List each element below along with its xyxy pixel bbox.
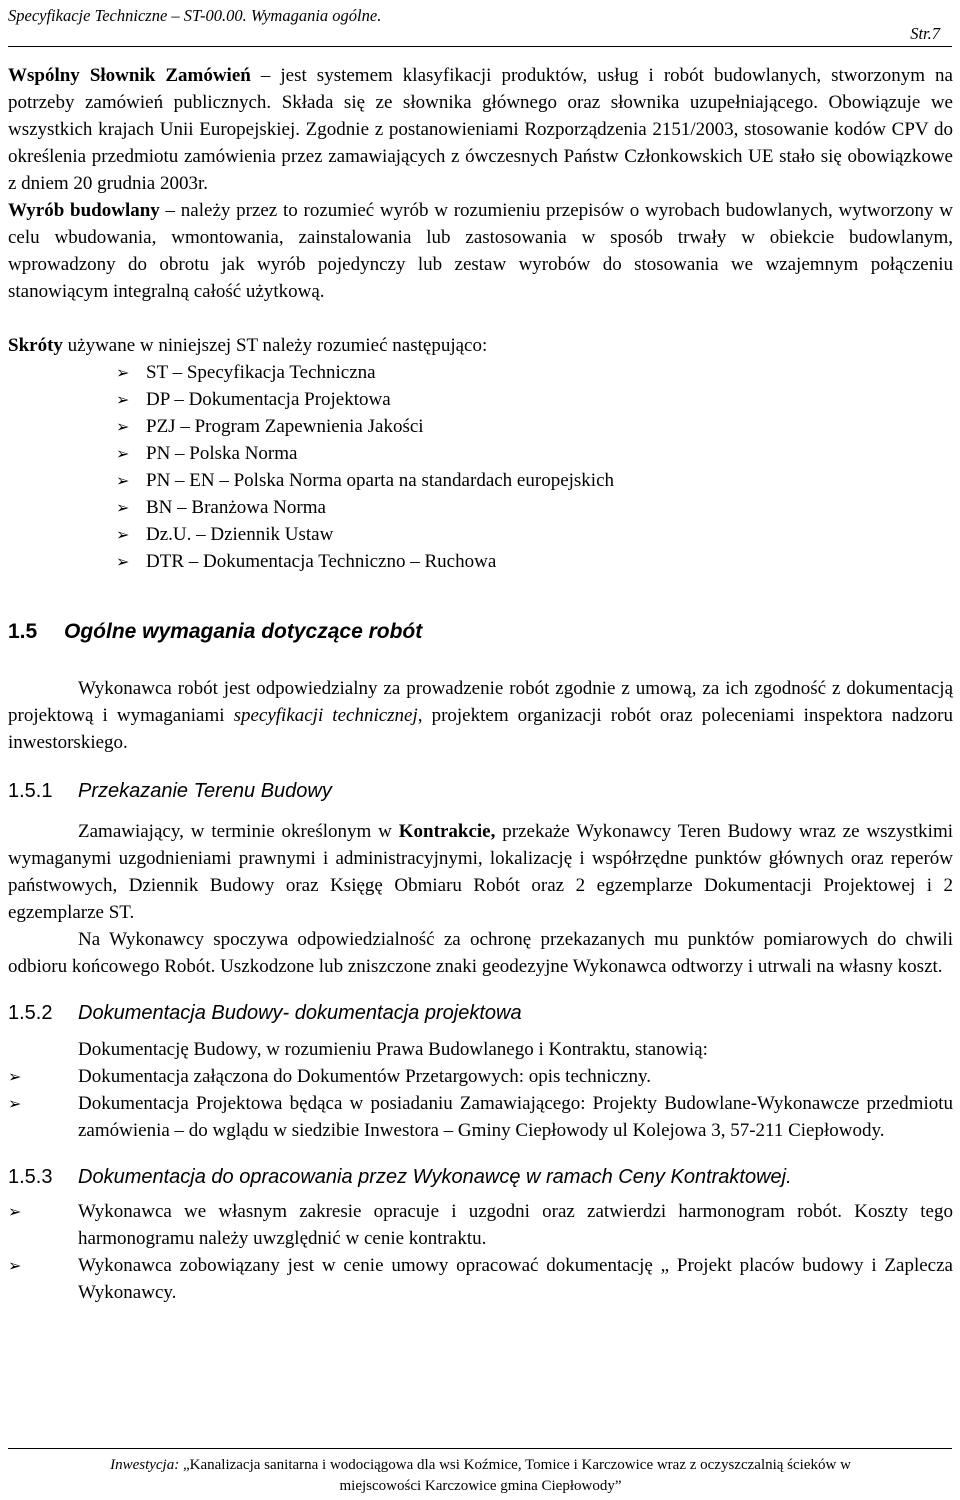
header-divider (8, 46, 952, 47)
page-header (0, 0, 960, 50)
arrow-bullet-icon: ➢ (116, 417, 130, 436)
list-item: ➢ PN – EN – Polska Norma oparta na standardach europejskich (116, 467, 953, 494)
section-title: Dokumentacja Budowy- dokumentacja projektowa (78, 1002, 522, 1024)
section-number: 1.5.3 (8, 1166, 53, 1188)
list-item: ➢ Dokumentacja Projektowa będąca w posiadaniu Zamawiającego: Projekty Budowlane-Wykonawcze przedmiotu zamówienia – do wglądu w siedzibie Inwestora – Gminy Ciepłowody ul Kolejowa 3, 57-211 Ciepłowody. (8, 1090, 953, 1144)
arrow-bullet-icon: ➢ (8, 1202, 22, 1221)
arrow-bullet-icon: ➢ (8, 1094, 22, 1113)
paragraph-1-5: Wykonawca robót jest odpowiedzialny za prowadzenie robót zgodnie z umową, za ich zgodność z dokumentacją projektową i wymaganiami specyfikacji technicznej, projektem organizacji robót oraz poleceniami inspektora nadzoru inwestorskiego. (8, 678, 953, 753)
section-number: 1.5 (8, 620, 38, 643)
abbreviations-list (8, 359, 953, 575)
section-title: Przekazanie Terenu Budowy (78, 780, 332, 802)
section-heading-1-5-1 (8, 778, 953, 804)
arrow-bullet-icon: ➢ (8, 1256, 22, 1275)
section-heading-1-5-3 (8, 1164, 953, 1190)
definition-wsz (8, 62, 953, 197)
abbreviations-intro (8, 332, 953, 359)
arrow-bullet-icon: ➢ (116, 471, 130, 490)
paragraph-1-5-1-b: Na Wykonawcy spoczywa odpowiedzialność za ochronę przekazanych mu punktów pomiarowych do chwili odbioru końcowego Robót. Uszkodzone lub zniszczone znaki geodezyjne Wykonawca odtworzy i utrwali na własny koszt. (8, 929, 953, 977)
section-title: Dokumentacja do opracowania przez Wykonawcę w ramach Ceny Kontraktowej. (78, 1166, 792, 1188)
arrow-bullet-icon: ➢ (116, 525, 130, 544)
page-number: Str.7 (910, 24, 940, 43)
page-footer (8, 1455, 953, 1497)
arrow-bullet-icon: ➢ (116, 444, 130, 463)
footer-text-line2: miejscowości Karczowice gmina Ciepłowody” (339, 1478, 622, 1494)
arrow-bullet-icon: ➢ (116, 363, 130, 382)
list-item: ➢ DP – Dokumentacja Projektowa (116, 386, 953, 413)
definition-term: Wspólny Słownik Zamówień (8, 65, 251, 86)
list-item: ➢ Dz.U. – Dziennik Ustaw (116, 521, 953, 548)
paragraph-1-5-2-intro: Dokumentację Budowy, w rozumieniu Prawa Budowlanego i Kontraktu, stanowią: (78, 1039, 708, 1060)
footer-text-line1: „Kanalizacja sanitarna i wodociągowa dla wsi Koźmice, Tomice i Karczowice wraz z oczyszczalnią ścieków w (179, 1457, 851, 1473)
header-title: Specyfikacje Techniczne – ST-00.00. Wymagania ogólne. (8, 6, 382, 25)
list-item: ➢ BN – Branżowa Norma (116, 494, 953, 521)
list-item: ➢ Dokumentacja załączona do Dokumentów Przetargowych: opis techniczny. (8, 1063, 953, 1090)
definition-term: Wyrób budowlany (8, 200, 160, 221)
definition-wyrob (8, 197, 953, 305)
section-number: 1.5.1 (8, 780, 53, 802)
list-item: ➢ PN – Polska Norma (116, 440, 953, 467)
arrow-bullet-icon: ➢ (116, 552, 130, 571)
list-item: ➢ ST – Specyfikacja Techniczna (116, 359, 953, 386)
paragraph-1-5-1-a: Zamawiający, w terminie określonym w Kontrakcie, przekaże Wykonawcy Teren Budowy wraz ze wszystkimi wymaganymi uzgodnieniami prawnymi i administracyjnymi, lokalizację i współrzędne punktów głównych oraz reperów państwowych, Dziennik Budowy oraz Księgę Obmiaru Robót oraz 2 egzemplarze Dokumentacji Projektowej i 2 egzemplarze ST. (8, 821, 954, 923)
footer-divider (8, 1448, 952, 1449)
arrow-bullet-icon: ➢ (116, 390, 130, 409)
section-title: Ogólne wymagania dotyczące robót (64, 620, 423, 643)
abbreviations-text: używane w niniejszej ST należy rozumieć następująco: (62, 335, 488, 356)
definition-text: – jest systemem klasyfikacji produktów, usług i robót budowlanych, stworzonym na potrzeby zamówień publicznych. Składa się ze słownika głównego oraz słownika uzupełniającego. Obowiązuje we wszystkich krajach Unii Europejskiej. Zgodnie z postanowieniami Rozporządzenia 2151/2003, stosowanie kodów CPV do określenia przedmiotu zamówienia przez zamawiających z ówczesnych Państw Członkowskich UE stało się obowiązkowe z dniem 20 grudnia 2003r. (8, 65, 953, 194)
arrow-bullet-icon: ➢ (116, 498, 130, 517)
documentation-list (8, 1063, 953, 1144)
footer-label: Inwestycja: (110, 1457, 180, 1473)
section-heading-1-5-2 (8, 1000, 953, 1026)
abbreviations-term: Skróty (8, 335, 63, 356)
list-item: ➢ PZJ – Program Zapewnienia Jakości (116, 413, 953, 440)
section-heading-1-5 (8, 619, 953, 645)
section-number: 1.5.2 (8, 1002, 53, 1024)
definition-text: – należy przez to rozumieć wyrób w rozumieniu przepisów o wyrobach budowlanych, wytworzony w celu wbudowania, wmontowania, zainstalowania lub zastosowania w sposób trwały w obiekcie budowlanym, wprowadzony do obrotu jak wyrób pojedynczy lub zestaw wyrobów do stosowania we wzajemnym połączeniu stanowiącym integralną całość użytkową. (8, 200, 953, 302)
list-item: ➢ DTR – Dokumentacja Techniczno – Ruchowa (116, 548, 953, 575)
list-item: ➢ Wykonawca we własnym zakresie opracuje i uzgodni oraz zatwierdzi harmonogram robót. Koszty tego harmonogramu należy uwzględnić w cenie kontraktu. (8, 1198, 953, 1252)
arrow-bullet-icon: ➢ (8, 1067, 22, 1086)
contractor-documentation-list (8, 1198, 953, 1306)
list-item: ➢ Wykonawca zobowiązany jest w cenie umowy opracować dokumentację „ Projekt placów budowy i Zaplecza Wykonawcy. (8, 1252, 953, 1306)
document-body (8, 62, 953, 1306)
